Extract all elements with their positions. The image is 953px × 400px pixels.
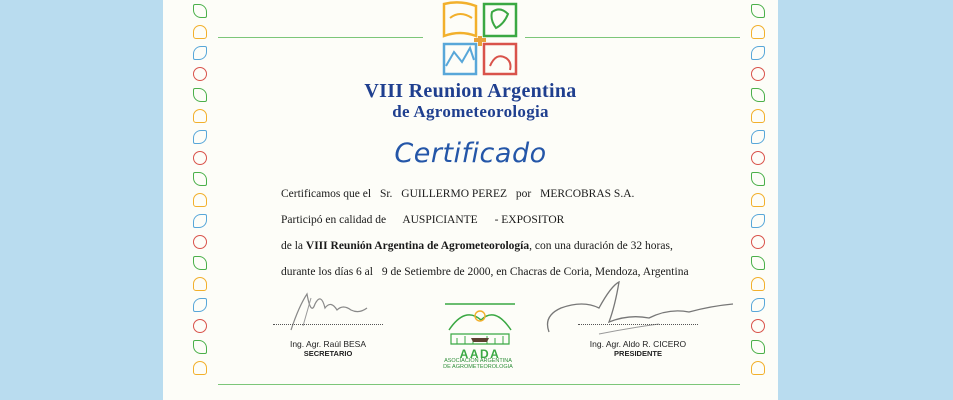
line1-prefix: Certificamos que el <box>281 188 372 200</box>
secretary-role: SECRETARIO <box>303 349 353 358</box>
right-signature-line <box>578 324 698 326</box>
body-line-2 <box>281 214 564 226</box>
body-line-3 <box>281 240 673 252</box>
line2-prefix: Participó en calidad de <box>281 214 387 226</box>
right-signature-icon <box>539 278 739 342</box>
secretary-name: Ing. Agr. Raúl BESA <box>289 339 367 349</box>
body-line-4 <box>281 266 689 278</box>
body-line-1 <box>281 188 634 200</box>
event-place: en Chacras de Coria, Mendoza, Argentina <box>496 266 689 278</box>
recipient-company: MERCOBRAS S.A. <box>540 188 635 200</box>
line3-prefix: de la <box>281 240 304 252</box>
bottom-rule <box>218 384 740 385</box>
event-name: VIII Reunión Argentina de Agrometeorología <box>305 240 530 252</box>
event-title-line2: de Agrometeorologia <box>392 102 549 121</box>
participation-role: AUSPICIANTE <box>402 214 478 226</box>
event-title-line1: VIII Reunion Argentina <box>364 80 577 102</box>
left-signature-line <box>273 324 383 326</box>
event-date: 9 de Setiembre de <box>381 266 465 278</box>
event-year: 2000, <box>467 266 494 278</box>
recipient-name: GUILLERMO PEREZ <box>401 188 508 200</box>
left-border-ornament <box>191 0 209 400</box>
president-name: Ing. Agr. Aldo R. CICERO <box>589 339 687 349</box>
line1-por: por <box>515 188 532 200</box>
right-border-ornament <box>749 0 767 400</box>
top-rule-left <box>218 37 423 38</box>
top-rule-right <box>525 37 740 38</box>
line1-sr: Sr. <box>379 188 393 200</box>
certificate-paper <box>163 0 778 400</box>
seal-line-1: ASOCIACION ARGENTINA <box>444 358 512 364</box>
line4-prefix: durante los días 6 al <box>281 266 373 278</box>
event-logo-icon <box>440 0 520 78</box>
participation-role-2: - EXPOSITOR <box>494 214 565 226</box>
aada-acronym: AADA <box>459 347 501 361</box>
president-role: PRESIDENTE <box>614 349 662 358</box>
seal-line-2: DE AGROMETEOROLOGIA <box>443 364 513 370</box>
certificate-heading: Certificado <box>394 138 547 169</box>
line3-suffix: , con una duración de 32 horas, <box>529 240 673 252</box>
left-signature-icon <box>281 286 371 336</box>
